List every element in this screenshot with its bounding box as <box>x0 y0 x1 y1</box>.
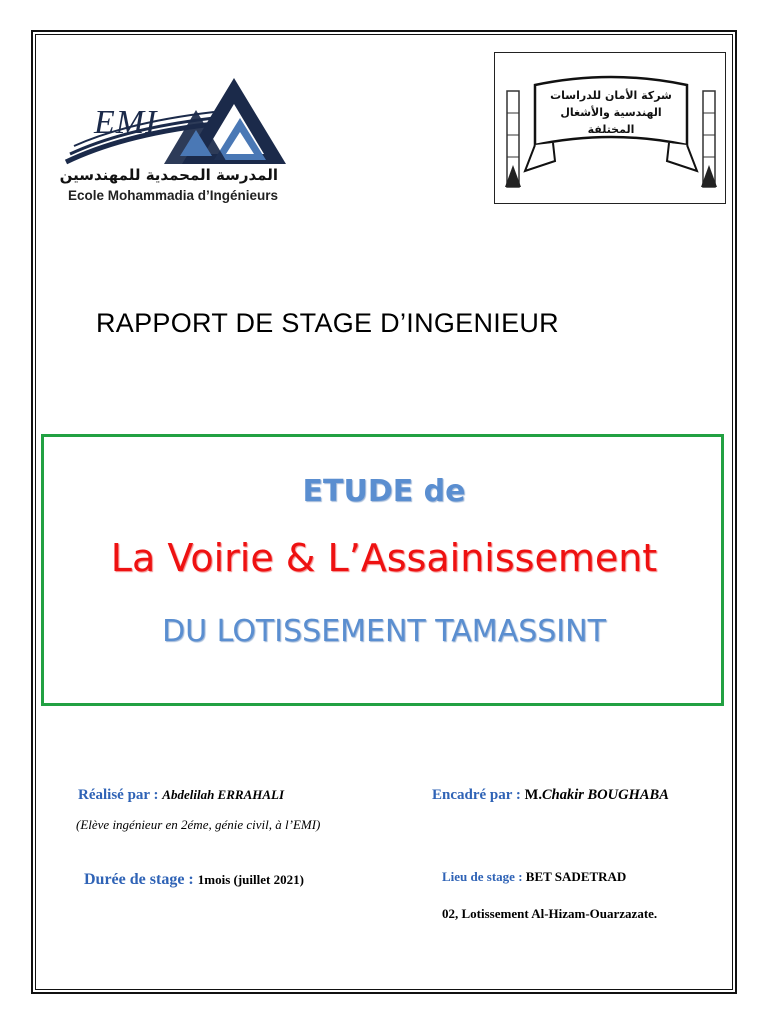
emi-french-name: Ecole Mohammadia d’Ingénieurs <box>68 188 279 203</box>
lieu-value: BET SADETRAD <box>525 869 627 884</box>
duree-value: 1mois (juillet 2021) <box>197 872 304 887</box>
project-title-line1: ETUDE de <box>302 474 466 509</box>
realise-label: Réalisé par : <box>78 787 159 803</box>
encadre-par <box>432 787 669 804</box>
report-title: RAPPORT DE STAGE D’INGENIEUR <box>96 308 559 338</box>
realise-par <box>78 787 284 804</box>
encadre-value <box>525 787 669 803</box>
emi-monogram: EMI <box>94 104 158 141</box>
emi-logo <box>59 74 290 206</box>
eleve-note-prefix: (Elève ingénieur en 2éme, génie civil, à l’ <box>76 817 293 832</box>
company-arabic-name <box>539 87 683 147</box>
company-arabic-line1: شركة الأمان للدراسات <box>550 89 672 102</box>
lieu-adresse: 02, Lotissement Al-Hizam-Ouarzazate. <box>442 906 658 921</box>
eleve-note <box>76 817 320 833</box>
emi-arabic-name: المدرسة المحمدية للمهندسين <box>59 166 278 184</box>
lieu-stage <box>442 869 626 885</box>
duree-stage <box>84 871 304 889</box>
company-logo <box>494 52 726 204</box>
encadre-name: Chakir BOUGHABA <box>541 787 669 803</box>
project-title-main: La Voirie & L’Assainissement <box>110 536 658 580</box>
realise-value: Abdelilah ERRAHALI <box>162 787 285 802</box>
encadre-title: M. <box>524 787 542 803</box>
duree-label: Durée de stage : <box>84 871 194 888</box>
project-title-sub: DU LOTISSEMENT TAMASSINT <box>162 614 606 649</box>
lieu-label: Lieu de stage : <box>442 869 523 884</box>
encadre-label: Encadré par : <box>432 787 521 803</box>
eleve-note-suffix: ) <box>316 817 321 832</box>
company-arabic-line2: الهندسية والأشغال المختلفة <box>560 106 662 136</box>
eleve-note-school: EMI <box>292 817 317 832</box>
